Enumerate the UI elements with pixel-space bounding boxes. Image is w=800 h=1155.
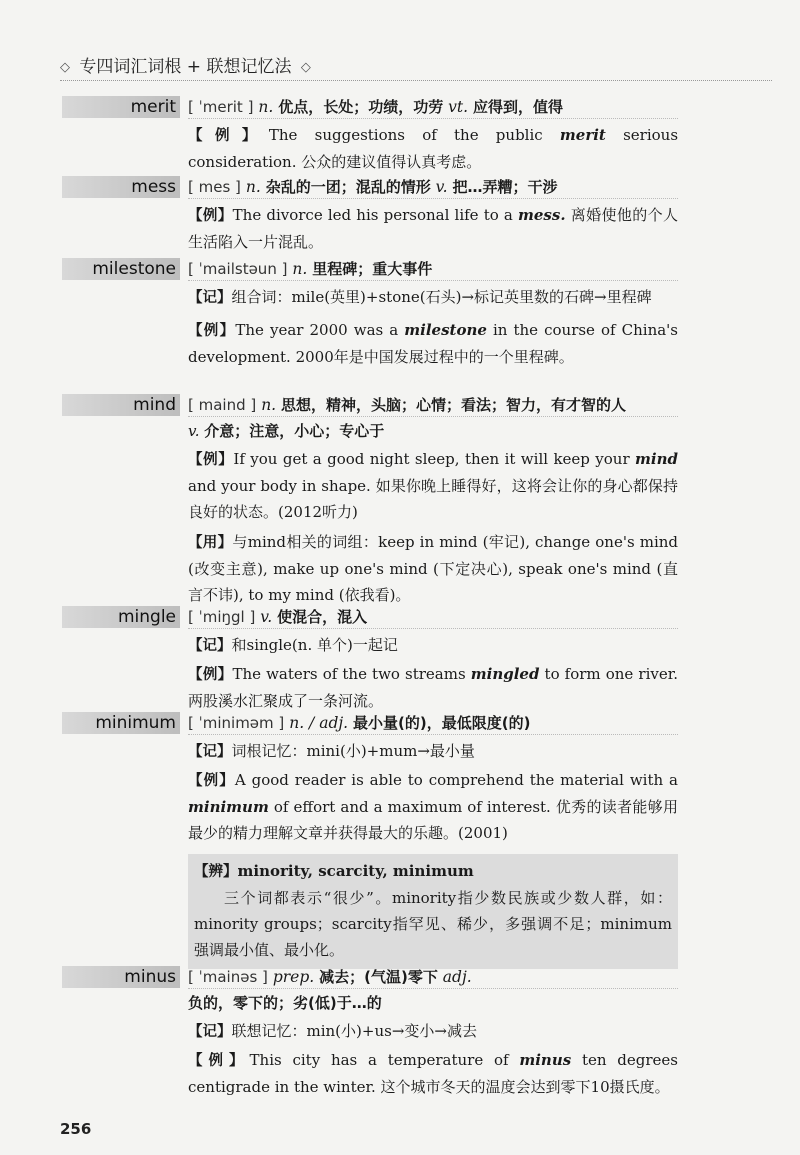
diamond-icon: ◇ [300,60,311,75]
phonetic: [ mes ] [188,178,241,196]
distinction-title: 【辨】minority, scarcity, minimum [194,862,474,880]
distinction-text: 三个词都表示“很少”。minority指少数民族或少数人群，如：minority groups；scarcity指罕见、稀少，多强调不足；minimum强调最小值、最小化。 [194,889,672,959]
headword: minus [62,966,180,988]
entry-mingle [62,606,679,714]
definition-line-2: 负的，零下的；劣(低)于…的 [188,994,382,1012]
entry-milestone [62,258,678,370]
example: 【例】The suggestions of the public merit serious consideration. 公众的建议值得认真考虑。 [188,126,679,171]
header-title: 专四词汇词根 + 联想记忆法 [79,57,292,77]
headword: merit [62,96,180,118]
example: 【例】This city has a temperature of minus ten degrees centigrade in the winter. 这个城市冬天的温度会达到零下10摄氏度。 [188,1051,678,1096]
entry-mind [62,394,678,608]
entry-merit [62,96,679,175]
entry-mess [62,176,679,255]
distinction-box [188,854,678,969]
example: 【例】The year 2000 was a milestone in the course of China's development. 2000年是中国发展过程中的一个里程碑。 [188,321,678,366]
phonetic: [ maind ] [188,396,257,414]
page-number: 256 [60,1120,92,1138]
phonetic: [ ˈmiŋgl ] [188,608,256,626]
phonetic: [ ˈminiməm ] [188,714,285,732]
definition-line: [ maind ] n. 思想，精神，头脑；心情；看法；智力，有才智的人 [188,394,678,417]
memory-note: 【记】词根记忆：mini(小)+mum→最小量 [188,742,475,760]
definition-line: [ mes ] n. 杂乱的一团；混乱的情形 v. 把…弄糟；干涉 [188,176,678,199]
headword: milestone [62,258,180,280]
phonetic: [ ˈmerit ] [188,98,254,116]
example: 【例】The divorce led his personal life to a mess. 离婚使他的个人生活陷入一片混乱。 [188,206,679,251]
definition-line: [ ˈminiməm ] n. / adj. 最小量(的)，最低限度(的) [188,712,678,735]
definition-line: [ ˈmerit ] n. 优点，长处；功绩，功劳 vt. 应得到，值得 [188,96,678,119]
definition-line: [ ˈmailstəun ] n. 里程碑；重大事件 [188,258,678,281]
example: 【例】A good reader is able to comprehend the material with a minimum of effort and a maximum of interest. 优秀的读者能够用最少的精力理解文章并获得最大的乐趣。(2001) [188,771,678,842]
phonetic: [ ˈmailstəun ] [188,260,288,278]
headword: mingle [62,606,180,628]
memory-note: 【记】联想记忆：min(小)+us→变小→减去 [188,1022,477,1040]
memory-note: 【记】和single(n. 单个)一起记 [188,636,398,654]
entry-minimum [62,712,678,969]
entry-minus [62,966,678,1100]
headword: minimum [62,712,180,734]
headword: mind [62,394,180,416]
definition-line: [ ˈmiŋgl ] v. 使混合，混入 [188,606,678,629]
running-header [60,52,772,81]
headword: mess [62,176,180,198]
definition-line-2: v. 介意；注意，小心；专心于 [188,422,385,440]
example: 【例】If you get a good night sleep, then it will keep your mind and your body in shape. 如果你晚上睡得好，这将会让你的身心都保持良好的状态。(2012听力) [188,450,678,521]
definition-line: [ ˈmainəs ] prep. 减去；(气温)零下 adj. [188,966,678,989]
diamond-icon: ◇ [60,60,70,75]
example: 【例】The waters of the two streams mingled to form one river. 两股溪水汇聚成了一条河流。 [188,665,679,710]
memory-note: 【记】组合词：mile(英里)+stone(石头)→标记英里数的石碑→里程碑 [188,288,652,306]
usage-note: 【用】与mind相关的词组：keep in mind (牢记), change one's mind (改变主意), make up one's mind (下定决心), speak one's mind (直言不讳), to my mind (依我看)。 [188,533,678,604]
phonetic: [ ˈmainəs ] [188,968,268,986]
